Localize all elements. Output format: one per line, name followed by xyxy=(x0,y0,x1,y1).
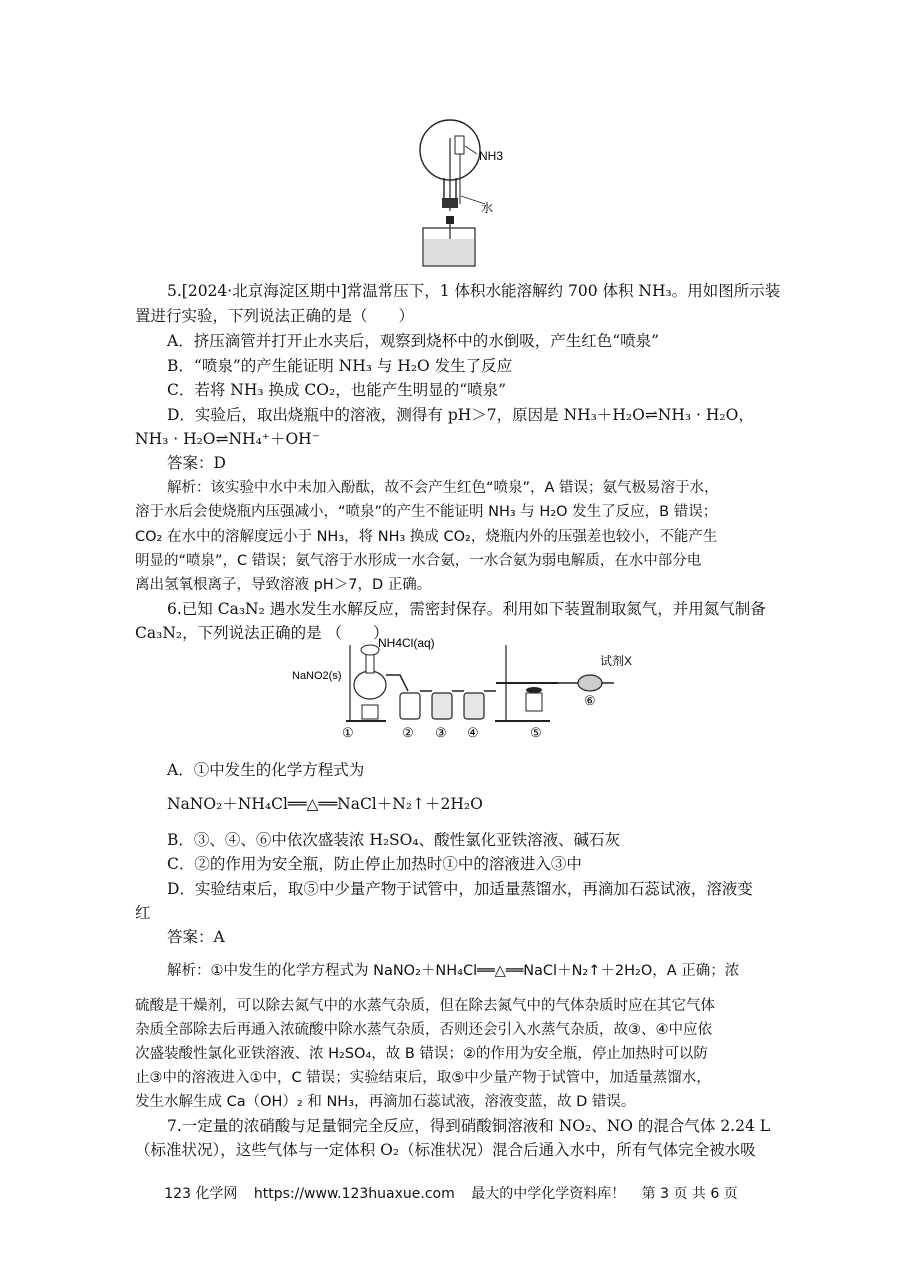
page-footer xyxy=(0,1183,902,1203)
text-line: A．挤压滴管并打开止水夹后，观察到烧杯中的水倒吸，产生红色“喷泉” xyxy=(167,332,660,350)
nitrogen-apparatus-figure xyxy=(290,635,650,740)
footer-slogan: 最大的中学化学资料库！ xyxy=(471,1186,626,1202)
text-line: 7.一定量的浓硝酸与足量铜完全反应，得到硝酸铜溶液和 NO₂、NO 的混合气体 2.24 L xyxy=(167,1117,771,1135)
text-line: D．实验结束后，取⑤中少量产物于试管中，加适量蒸馏水，再滴加石蕊试液，溶液变 xyxy=(167,880,753,898)
text-line: Ca₃N₂，下列说法正确的是 （ ） xyxy=(135,624,389,642)
text-line: 溶于水后会使烧瓶内压强减小，“喷泉”的产生不能证明 NH₃ 与 H₂O 发生了反应，B 错误； xyxy=(135,504,718,520)
text-line: 杂质全部除去后再通入浓硫酸中除水蒸气杂质，否则还会引入水蒸气杂质，故③、④中应依 xyxy=(135,1022,712,1038)
text-line: （标准状况），这些气体与一定体积 O₂（标准状况）混合后通入水中，所有气体完全被水吸 xyxy=(135,1141,756,1159)
text-line: 止③中的溶液进入①中，C 错误；实验结束后，取⑤中少量产物于试管中，加适量蒸馏水， xyxy=(135,1070,711,1086)
text-line: C．②的作用为安全瓶，防止停止加热时①中的溶液进入③中 xyxy=(167,855,582,873)
text-line: B．“喷泉”的产生能证明 NH₃ 与 H₂O 发生了反应 xyxy=(167,357,513,375)
text-line: 答案：D xyxy=(167,454,226,472)
apparatus-number-2: ② xyxy=(402,725,414,740)
nh4cl-label: NH4Cl(aq) xyxy=(378,636,435,650)
apparatus-number-3: ③ xyxy=(435,725,447,740)
text-line: NaNO₂＋NH₄Cl══△══NaCl＋N₂↑＋2H₂O xyxy=(167,795,483,813)
apparatus-number-1: ① xyxy=(342,725,354,740)
apparatus-number-4: ④ xyxy=(467,725,479,740)
text-line: CO₂ 在水中的溶解度远小于 NH₃，将 NH₃ 换成 CO₂，烧瓶内外的压强差也较小，不能产生 xyxy=(135,529,718,545)
text-line: 解析：①中发生的化学方程式为 NaNO₂＋NH₄Cl══△══NaCl＋N₂↑＋2H₂O，A 正确；浓 xyxy=(167,963,740,979)
text-line: 置进行实验，下列说法正确的是（ ） xyxy=(135,307,415,325)
text-line: 发生水解生成 Ca（OH）₂ 和 NH₃，再滴加石蕊试液，溶液变蓝，故 D 错误。 xyxy=(135,1094,636,1110)
text-line: A．①中发生的化学方程式为 xyxy=(167,761,365,779)
text-line: 解析：该实验中水中未加入酚酞，故不会产生红色“喷泉”，A 错误；氨气极易溶于水， xyxy=(167,480,719,496)
text-line: 硫酸是干燥剂，可以除去氮气中的水蒸气杂质，但在除去氮气中的气体杂质时应在其它气体 xyxy=(135,998,715,1014)
text-line: 答案：A xyxy=(167,928,225,946)
apparatus-number-6: ⑥ xyxy=(584,693,596,708)
text-line: B．③、④、⑥中依次盛装浓 H₂SO₄、酸性氯化亚铁溶液、碱石灰 xyxy=(167,831,621,849)
text-line: 红 xyxy=(135,904,151,922)
text-line: 5.[2024·北京海淀区期中]常温常压下，1 体积水能溶解约 700 体积 NH₃。用如图所示装 xyxy=(167,282,781,300)
footer-page-number: 第 3 页 共 6 页 xyxy=(641,1186,738,1202)
text-line: NH₃ · H₂O⇌NH₄⁺＋OH⁻ xyxy=(135,430,320,448)
text-line: 离出氢氧根离子，导致溶液 pH＞7，D 正确。 xyxy=(135,577,432,593)
text-line: 明显的“喷泉”，C 错误；氨气溶于水形成一水合氨，一水合氨为弱电解质，在水中部分电 xyxy=(135,553,702,569)
water-label: 水 xyxy=(481,201,494,215)
footer-url[interactable]: https://www.123huaxue.com xyxy=(253,1186,455,1202)
reagent-x-label: 试剂X xyxy=(600,654,633,668)
nano2-label: NaNO2(s) xyxy=(292,670,342,682)
text-line: 次盛装酸性氯化亚铁溶液、浓 H₂SO₄，故 B 错误；②的作用为安全瓶，停止加热时可以防 xyxy=(135,1046,708,1062)
apparatus-number-5: ⑤ xyxy=(530,725,542,740)
fountain-apparatus-figure xyxy=(405,116,515,268)
text-line: C．若将 NH₃ 换成 CO₂，也能产生明显的“喷泉” xyxy=(167,381,507,399)
footer-site: 123 化学网 xyxy=(164,1186,238,1202)
text-line: 6.已知 Ca₃N₂ 遇水发生水解反应，需密封保存。利用如下装置制取氮气，并用氮气制备 xyxy=(167,600,766,618)
nh3-label: NH3 xyxy=(479,149,504,163)
text-line: D．实验后，取出烧瓶中的溶液，测得有 pH＞7，原因是 NH₃＋H₂O⇌NH₃ · H₂O， xyxy=(167,406,754,424)
